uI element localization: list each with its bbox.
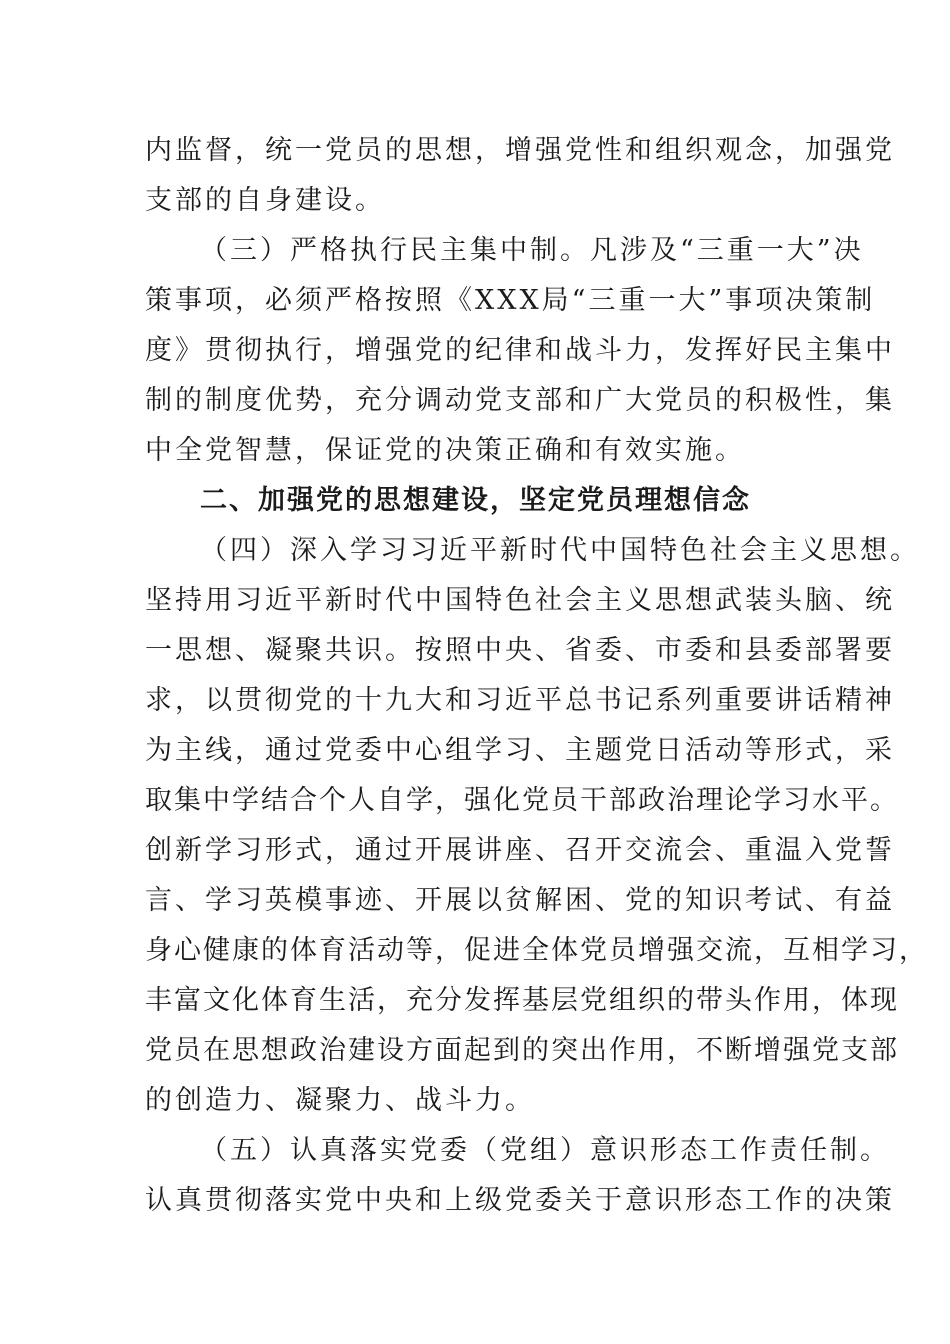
paragraph-line: 党员在思想政治建设方面起到的突出作用，不断增强党支部 bbox=[145, 1035, 899, 1066]
paragraph-line: 策事项，必须严格按照《XXX局“三重一大”事项决策制 bbox=[145, 285, 876, 316]
paragraph-line: 坚持用习近平新时代中国特色社会主义思想武装头脑、统 bbox=[145, 585, 895, 616]
paragraph-line: 的创造力、凝聚力、战斗力。 bbox=[145, 1085, 535, 1116]
section-5-title-line: （五）认真落实党委（党组）意识形态工作责任制。 bbox=[200, 1135, 890, 1166]
section-4-title-line: （四）深入学习习近平新时代中国特色社会主义思想。 bbox=[200, 535, 920, 566]
paragraph-line: 取集中学结合个人自学，强化党员干部政治理论学习水平。 bbox=[145, 785, 899, 816]
paragraph-line: 认真贯彻落实党中央和上级党委关于意识形态工作的决策 bbox=[145, 1185, 895, 1216]
paragraph-line: 创新学习形式，通过开展讲座、召开交流会、重温入党誓 bbox=[145, 835, 895, 866]
paragraph-line: 求，以贯彻党的十九大和习近平总书记系列重要讲话精神 bbox=[145, 685, 895, 716]
paragraph-line: 丰富文化体育生活，充分发挥基层党组织的带头作用，体现 bbox=[145, 985, 899, 1016]
section-3-title-line: （三）严格执行民主集中制。凡涉及“三重一大”决 bbox=[200, 235, 864, 266]
paragraph-line: 为主线，通过党委中心组学习、主题党日活动等形式，采 bbox=[145, 735, 895, 766]
section-heading-2: 二、加强党的思想建设，坚定党员理想信念 bbox=[200, 485, 751, 516]
paragraph-line: 制的制度优势，充分调动党支部和广大党员的积极性，集 bbox=[145, 385, 895, 416]
paragraph-line: 一思想、凝聚共识。按照中央、省委、市委和县委部署要 bbox=[145, 635, 895, 666]
paragraph-line: 度》贯彻执行，增强党的纪律和战斗力，发挥好民主集中 bbox=[145, 335, 895, 366]
paragraph-line: 支部的自身建设。 bbox=[145, 185, 385, 216]
paragraph-line: 中全党智慧，保证党的决策正确和有效实施。 bbox=[145, 435, 745, 466]
paragraph-line: 内监督，统一党员的思想，增强党性和组织观念，加强党 bbox=[145, 135, 895, 166]
paragraph-line: 身心健康的体育活动等，促进全体党员增强交流，互相学习， bbox=[145, 935, 928, 966]
paragraph-line: 言、学习英模事迹、开展以贫解困、党的知识考试、有益 bbox=[145, 885, 895, 916]
